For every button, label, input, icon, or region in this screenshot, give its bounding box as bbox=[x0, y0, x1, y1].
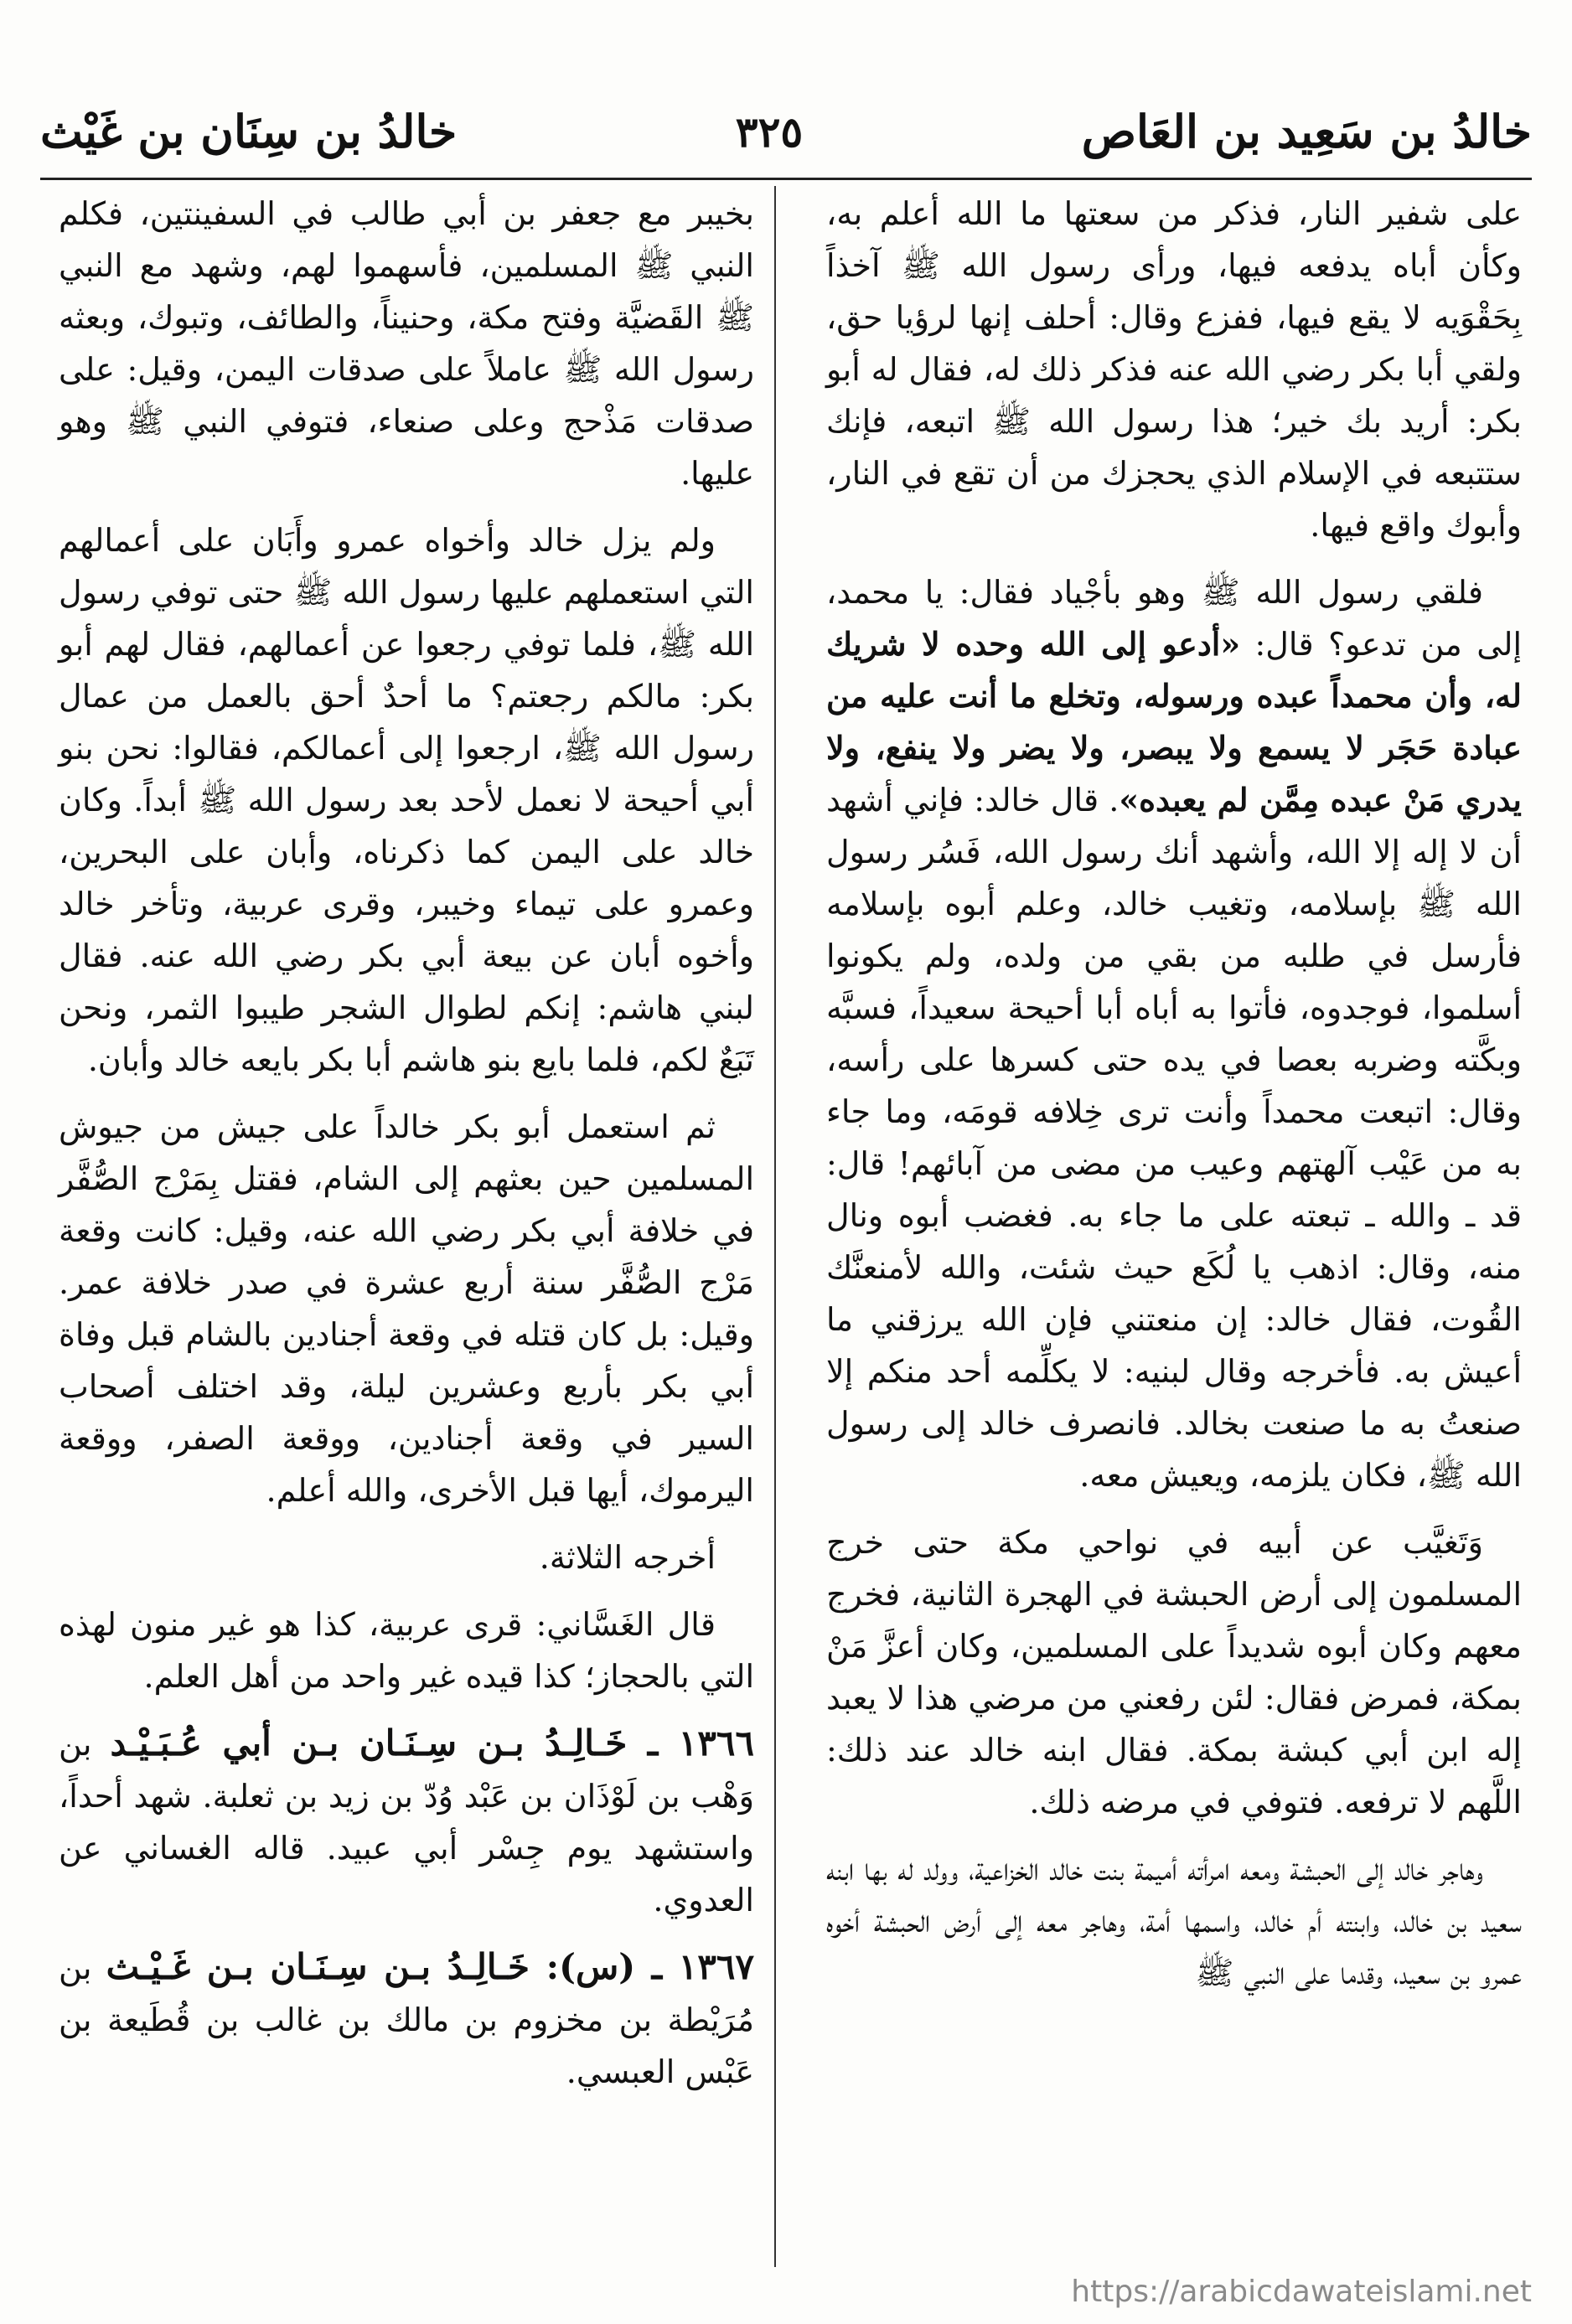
paragraph: على شفير النار، فذكر من سعتها ما الله أعلم به، وكأن أباه يدفعه فيها، ورأى رسول الله ﷺ آخذاً بِحَقْوَيه لا يقع فيها، ففزع وقال: أحلف إنها لرؤيا حق، ولقي أبا بكر رضي الله عنه فذكر ذلك له، فقال له أبو بكر: أريد بك خير؛ هذا رسول الله ﷺ اتبعه، فإنك ستتبعه في الإسلام الذي يحجزك من أن تقع في النار، وأبوك واقع فيها. bbox=[826, 195, 1522, 544]
entry-text: بن وَهْب بن لَوْذَان بن عَبْد وُدّ بن زيد بن ثعلبة. شهد أحداً، واستشهد يوم جِسْر أبي عبيد. قاله الغساني عن العدوي. bbox=[59, 1726, 754, 1919]
paragraph bbox=[826, 566, 1522, 1501]
paragraph: وهاجر خالد إلى الحبشة ومعه امرأته أميمة بنت خالد الخزاعية، وولد له بها ابنه سعيد بن خالد، وابنته أم خالد، واسمها أمة، وهاجر معه إلى أرض الحبشة أخوه عمرو بن سعيد، وقدما على النبي ﷺ bbox=[826, 1851, 1522, 1991]
entry-title: ١٣٦٧ ـ (س): خَـالِـدُ بـن سِـنَـان بـن غَـيْـث bbox=[106, 1946, 754, 1987]
header-left-title: خالدُ بن سِنَان بن غَيْث bbox=[40, 105, 458, 158]
prophetic-quote: «أدعو إلى الله وحده لا شريك له، وأن محمداً عبده ورسوله، وتخلع ما أنت عليه من عبادة حَجَر لا يسمع ولا يبصر، ولا يضر ولا ينفع، ولا يدري مَنْ عبده مِمَّن لم يعبده» bbox=[826, 625, 1523, 819]
paragraph: أخرجه الثلاثة. bbox=[539, 1539, 716, 1576]
paragraph-intro: فلقي رسول الله ﷺ وهو بأجْياد فقال: يا محمد، إلى من تدعو؟ قال: bbox=[826, 574, 1523, 663]
paragraph: ثم استعمل أبو بكر خالداً على جيش من جيوش المسلمين حين بعثهم إلى الشام، فقتل بِمَرْج الصُّفَّر في خلافة أبي بكر رضي الله عنه، وقيل: كانت وقعة مَرْج الصُّفَّر سنة أربع عشرة في صدر خلافة عمر. وقيل: بل كان قتله في وقعة أجنادين بالشام قبل وفاة أبي بكر بأربع وعشرين ليلة، وقد اختلف أصحاب السير في وقعة أجنادين، ووقعة الصفر، ووقعة اليرموك، أيها قبل الأخرى، والله أعلم. bbox=[59, 1108, 754, 1509]
entry-1366 bbox=[59, 1717, 754, 1926]
paragraph: ولم يزل خالد وأخواه عمرو وأَبَان على أعمالهم التي استعملهم عليها رسول الله ﷺ حتى توفي رسول الله ﷺ، فلما توفي رجعوا عن أعمالهم، فقال لهم أبو بكر: مالكم رجعتم؟ ما أحدٌ أحق بالعمل من عمال رسول الله ﷺ، ارجعوا إلى أعمالكم، فقالوا: نحن بنو أبي أحيحة لا نعمل لأحد بعد رسول الله ﷺ أبداً. وكان خالد على اليمن كما ذكرناه، وأبان على البحرين، وعمرو على تيماء وخيبر، وقرى عربية، وتأخر خالد وأخوه أبان عن بيعة أبي بكر رضي الله عنه. فقال لبني هاشم: إنكم لطوال الشجر طيبوا الثمر، ونحن تَبَعٌ لكم، فلما بايع بنو هاشم أبا بكر بايعه خالد وأبان. bbox=[59, 522, 754, 1078]
paragraph: قال الغَسَّاني: قرى عربية، كذا هو غير منون لهذه التي بالحجاز؛ كذا قيده غير واحد من أهل العلم. bbox=[59, 1606, 754, 1695]
entry-text: بن مُرَيْطة بن مخزوم بن مالك بن غالب بن قُطَيعة بن عَبْس العبسي. bbox=[59, 1950, 754, 2090]
watermark-url: https://arabicdawateislami.net bbox=[1071, 2275, 1532, 2309]
entry-title: ١٣٦٦ ـ خَـالِـدُ بـن سِـنَـان بـن أبي عُـبَـيْـد bbox=[110, 1722, 754, 1764]
paragraph: بخيبر مع جعفر بن أبي طالب في السفينتين، فكلم النبي ﷺ المسلمين، فأسهموا لهم، وشهد مع النبي ﷺ القَضيَّة وفتح مكة، وحنيناً، والطائف، وتبوك، وبعثه رسول الله ﷺ عاملاً على صدقات اليمن، وقيل: على صدقات مَذْحج وعلى صنعاء، فتوفي النبي ﷺ وهو عليها. bbox=[59, 195, 754, 492]
entry-1367 bbox=[59, 1941, 754, 2098]
left-column bbox=[59, 188, 754, 2113]
column-divider bbox=[774, 186, 776, 2267]
page-header bbox=[40, 94, 1532, 169]
header-rule bbox=[40, 178, 1532, 180]
header-right-title: خالدُ بن سَعِيد بن العَاص bbox=[1081, 105, 1532, 158]
paragraph: وَتَغيَّب عن أبيه في نواحي مكة حتى خرج المسلمون إلى أرض الحبشة في الهجرة الثانية، فخرج معهم وكان أبوه شديداً على المسلمين، وكان أعزَّ مَنْ بمكة، فمرض فقال: لئن رفعني من مرضي هذا لا يعبد إله ابن أبي كبشة بمكة. فقال ابنه خالد عند ذلك: اللَّهم لا ترفعه. فتوفي في مرضه ذلك. bbox=[826, 1524, 1522, 1820]
paragraph-rest: . قال خالد: فإني أشهد أن لا إله إلا الله، وأشهد أنك رسول الله، فَسُر رسول الله ﷺ بإسلامه، وتغيب خالد، وعلم أبوه بإسلامه فأرسل في طلبه من بقي من ولده، ولم يكونوا أسلموا، فوجدوه، فأتوا به أباه أبا أحيحة سعيداً، فسبَّه وبكَّته وضربه بعصا في يده حتى كسرها على رأسه، وقال: اتبعت محمداً وأنت ترى خِلافه قومَه، وما جاء به من عَيْب آلهتهم وعيب من مضى من آبائهم! قال: قد ـ والله ـ تبعته على ما جاء به. فغضب أبوه ونال منه، وقال: اذهب يا لُكَع حيث شئت، والله لأمنعنَّك القُوت، فقال خالد: إن منعتني فإن الله يرزقني ما أعيش به. فأخرجه وقال لبنيه: لا يكلِّمه أحد منكم إلا صنعتُ به ما صنعت بخالد. فانصرف خالد إلى رسول الله ﷺ، فكان يلزمه، ويعيش معه. bbox=[826, 782, 1523, 1494]
page-number: ٣٢٥ bbox=[735, 106, 804, 157]
right-column bbox=[826, 188, 1522, 2014]
